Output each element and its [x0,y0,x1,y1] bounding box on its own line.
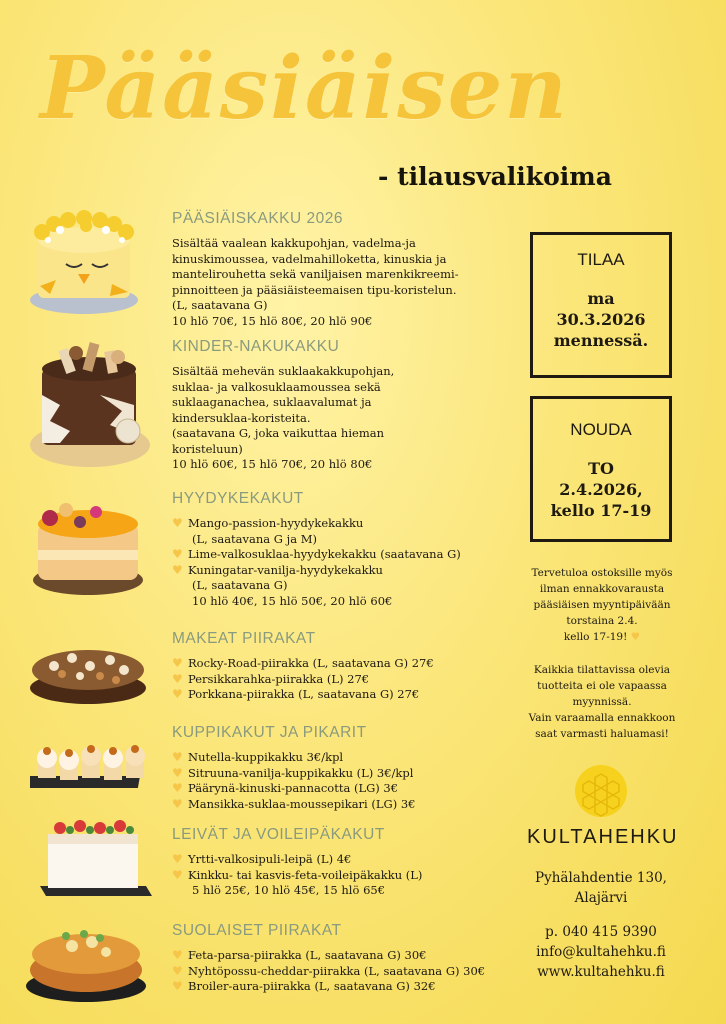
section-mousse-cakes [172,490,512,609]
description-line: suklaaganachea, suklaavalumat ja [172,395,372,409]
notice-text: Kaikkia tilattavissa olevia tuotteita ei ole vapaassa myynnissä. Vain varaamalla ennakkoon saat varmasti haluamasi! [528,664,676,740]
section-kinder-cake [172,338,512,473]
order-suffix: mennessä. [553,331,649,350]
list-item: ♥ Nyhtöpossu-cheddar-piirakka (L, saatavana G) 30€ [172,963,486,978]
heart-icon: ♥ [172,852,183,866]
price-line: 10 hlö 60€, 15 hlö 70€, 20 hlö 80€ [172,457,373,471]
heart-icon: ♥ [172,796,183,811]
description-line: Sisältää vaalean kakkupohjan, vadelma-ja [172,236,416,250]
list-item: ♥ Yrtti-valkosipuli-leipä (L) 4€ [172,852,352,866]
honeycomb-icon [574,764,628,818]
phone-number: p. 040 415 9390 [545,924,657,940]
description-line: suklaa- ja valkosuklaamoussea sekä [172,379,381,394]
savory-pie-image [26,918,148,1004]
sandwich-cake-image [36,816,152,900]
list-item: ♥ Päärynä-kinuski-pannacotta (LG) 3€ [172,781,399,795]
heart-icon: ♥ [172,562,183,577]
pickup-heading: NOUDA [570,420,632,439]
order-day: ma [587,289,615,308]
list-item: (L, saatavana G ja M) [192,531,317,546]
section-cupcakes [172,724,512,812]
list-item: ♥ Persikkarahka-piirakka (L) 27€ [172,671,370,686]
pie-image [28,636,152,708]
contact-details [522,922,680,982]
list-item: ♥ Lime-valkosuklaa-hyydykekakku (saatavana G) [172,547,461,561]
section-title: KINDER-NAKUKAKKU [172,338,340,355]
section-title: SUOLAISET PIIRAKAT [172,922,342,939]
order-deadline-box [530,232,672,378]
easter-cake-image [26,200,146,318]
price-line: 5 hlö 25€, 10 hlö 45€, 15 hlö 65€ [192,883,386,897]
section-sweet-pies [172,630,512,703]
description-line: Sisältää mehevän suklaakakkupohjan, [172,364,395,378]
list-item: ♥ Broiler-aura-piirakka (L, saatavana G) 32€ [172,979,436,993]
cupcakes-image [30,742,148,792]
order-date: 30.3.2026 [556,310,646,329]
heart-icon: ♥ [172,979,183,993]
price-line: 10 hlö 40€, 15 hlö 50€, 20 hlö 60€ [192,593,393,608]
mousse-cake-image [30,500,150,600]
description-line: (saatavana G, joka vaikuttaa hieman [172,426,384,440]
pickup-day: TO [588,459,614,478]
list-item: ♥ Mango-passion-hyydykekakku [172,516,364,530]
pickup-box [530,396,672,542]
welcome-text: Tervetuloa ostoksille myös ilman ennakkovarausta pääsiäisen myyntipäivään torstaina 2.4. kello 17-19! ♥ [531,567,673,643]
website-link[interactable]: www.kultahehku.fi [537,964,665,980]
heart-icon: ♥ [172,867,183,882]
heart-icon: ♥ [172,656,183,670]
email-link[interactable]: info@kultahehku.fi [536,944,666,960]
list-item: (L, saatavana G) [192,578,288,592]
description-line: mantelirouhetta sekä vaniljaisen marenkikreemi- [172,267,459,281]
kinder-cake-image [30,335,155,470]
list-item: ♥ Sitruuna-vanilja-kuppikakku (L) 3€/kpl [172,765,414,780]
list-item: ♥ Kinkku- tai kasvis-feta-voileipäkakku (L) [172,867,423,882]
address: Pyhälahdentie 130, Alajärvi [535,870,667,906]
section-breads [172,826,512,899]
section-title: HYYDYKEKAKUT [172,490,304,507]
section-easter-cake [172,210,512,329]
description-line: pinnoitteen ja pääsiäisteemaisen tipu-koristelun. [172,282,457,297]
description-line: (L, saatavana G) [172,298,268,312]
heart-icon: ♥ [172,750,183,764]
heart-icon: ♥ [172,547,183,561]
list-item: ♥ Rocky-Road-piirakka (L, saatavana G) 27€ [172,656,434,670]
order-heading: TILAA [577,250,625,269]
list-item: ♥ Feta-parsa-piirakka (L, saatavana G) 30€ [172,948,427,962]
heart-icon: ♥ [630,631,641,643]
section-savory-pies [172,922,522,995]
section-title: PÄÄSIÄISKAKKU 2026 [172,210,343,227]
heart-icon: ♥ [172,963,183,978]
heart-icon: ♥ [172,781,183,795]
pickup-time: kello 17-19 [550,501,652,520]
section-title: MAKEAT PIIRAKAT [172,630,316,647]
price-line: 10 hlö 70€, 15 hlö 80€, 20 hlö 90€ [172,313,373,328]
list-item: ♥ Porkkana-piirakka (L, saatavana G) 27€ [172,687,420,701]
list-item: ♥ Nutella-kuppikakku 3€/kpl [172,750,344,764]
pickup-date: 2.4.2026, [559,480,643,499]
page-subtitle: - tilausvalikoima [378,162,612,191]
heart-icon: ♥ [172,765,183,780]
heart-icon: ♥ [172,948,183,962]
brand-name: KULTAHEHKU [527,826,679,848]
description-line: kinuskimoussea, vadelmahilloketta, kinuskia ja [172,251,447,266]
section-title: LEIVÄT JA VOILEIPÄKAKUT [172,826,385,843]
heart-icon: ♥ [172,687,183,701]
list-item: ♥ Kuningatar-vanilja-hyydykekakku [172,562,383,577]
description-line: kindersuklaa-koristeita. [172,410,311,425]
description-line: koristeluun) [172,441,243,456]
page-title: Pääsiäisen [40,38,569,139]
heart-icon: ♥ [172,671,183,686]
heart-icon: ♥ [172,516,183,530]
list-item: ♥ Mansikka-suklaa-moussepikari (LG) 3€ [172,796,416,811]
section-title: KUPPIKAKUT JA PIKARIT [172,724,367,741]
